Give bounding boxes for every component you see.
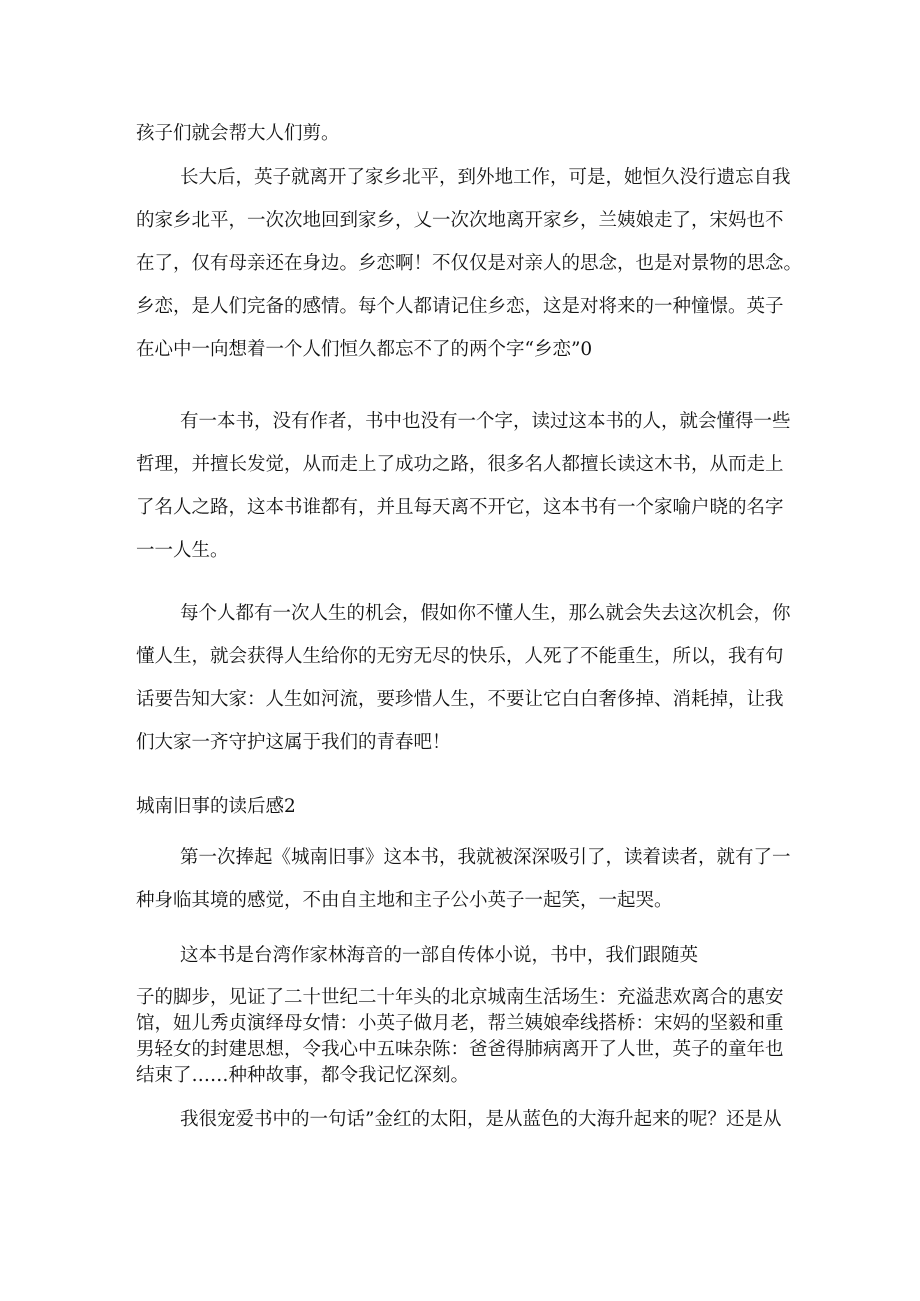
text-line: 哲理，并擅长发觉，从而走上了成功之路，很多名人都擅长读这木书，从而走上 xyxy=(136,454,784,475)
text-line: 子的脚步，见证了二十世纪二十年头的北京城南生活场生：充溢悲欢离合的惠安 xyxy=(136,987,784,1008)
text-line: 懂人生，就会获得人生给你的无穷无尽的快乐，人死了不能重生，所以，我有句 xyxy=(136,646,784,667)
text-line: 种身临其境的感觉，不由自主地和主子公小英子一起笑，一起哭。 xyxy=(136,890,673,911)
text-line: 第一次捧起《城南旧事》这本书，我就被深深吸引了，读着读者，就有了一 xyxy=(180,847,791,868)
paragraph-2 xyxy=(136,400,796,572)
paragraph-4 xyxy=(136,836,796,922)
text-line: 话要告知大家：人生如河流，要珍惜人生，不要让它白白奢侈掉、消耗掉，让我 xyxy=(136,689,784,710)
text-line: 馆，妞儿秀贞演绎母女情：小英子做月老，帮兰姨娘牵线搭桥：宋妈的坚毅和重 xyxy=(136,1013,784,1034)
paragraph-7 xyxy=(136,1098,796,1141)
text-line: 在了，仅有母亲还在身边。乡恋啊！不仅仅是对亲人的思念，也是对景物的思念。 xyxy=(136,253,803,274)
text-line: 这本书是台湾作家林海音的一部自传体小说，书中，我们跟随英 xyxy=(180,945,699,966)
paragraph-1 xyxy=(136,156,803,371)
paragraph-0 xyxy=(136,112,796,155)
paragraph-5 xyxy=(136,934,796,977)
text-line: 结束了……种种故事，都令我记忆深刻。 xyxy=(136,1065,470,1086)
text-line: 长大后，英子就离开了家乡北平，到外地工作，可是，她恒久没行遗忘自我 xyxy=(180,167,791,188)
text-line: 乡恋，是人们完备的感情。每个人都请记住乡恋，这是对将来的一种憧憬。英子 xyxy=(136,296,784,317)
text-line: 们大家一齐守护这属于我们的青春吧！ xyxy=(136,732,451,753)
text-line: 孩子们就会帮大人们剪。 xyxy=(136,123,340,144)
text-line: 的家乡北平，一次次地回到家乡，乂一次次地离开家乡，兰姨娘走了，宋妈也不 xyxy=(136,210,784,231)
section-heading: 城南旧事的读后感2 xyxy=(136,796,296,817)
text-line: 在心中一向想着一个人们恒久都忘不了的两个字“乡恋”0 xyxy=(136,339,593,360)
text-line: 了名人之路，这本书谁都有，并且每天离不开它，这本书有一个家喻户晓的名字 xyxy=(136,497,784,518)
paragraph-3 xyxy=(136,592,796,764)
text-line: 有一本书，没有作者，书中也没有一个字，读过这本书的人，就会懂得一些 xyxy=(180,411,791,432)
paragraph-6 xyxy=(136,985,796,1089)
text-line: 我很宠爱书中的一句话”金红的太阳，是从蓝色的大海升起来的呢？还是从 xyxy=(180,1109,782,1130)
text-line: 每个人都有一次人生的机会，假如你不懂人生，那么就会失去这次机会，你 xyxy=(180,603,791,624)
text-line: 男轻女的封建思想，令我心中五味杂陈：爸爸得肺病离开了人世，英子的童年也 xyxy=(136,1039,784,1060)
text-line: 一一人生。 xyxy=(136,540,229,561)
